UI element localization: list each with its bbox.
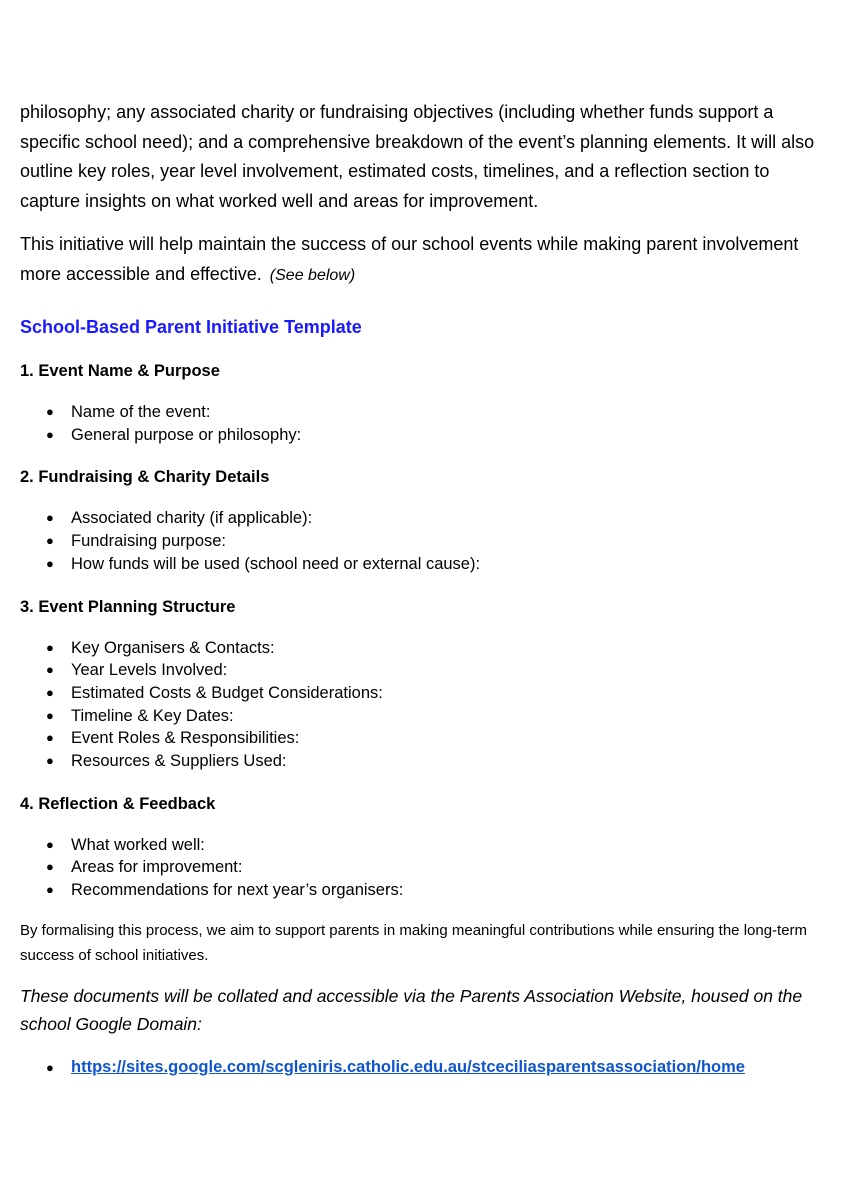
- section-heading-reflection-feedback: 4. Reflection & Feedback: [20, 794, 216, 813]
- document-page: [20, 98, 820, 1081]
- list-item: ● Recommendations for next year’s organisers:: [20, 879, 820, 902]
- list-item: ● Fundraising purpose:: [20, 530, 820, 553]
- section-list-fundraising-charity: [20, 507, 820, 575]
- collation-note: These documents will be collated and accessible via the Parents Association Website, housed on the school Google Domain:: [20, 985, 803, 1034]
- list-item: ● How funds will be used (school need or external cause):: [20, 553, 820, 576]
- section-heading-fundraising-charity: 2. Fundraising & Charity Details: [20, 468, 270, 487]
- section-list-event-name-purpose: [20, 401, 820, 446]
- see-below-note: (See below): [269, 266, 356, 284]
- list-item: ● Areas for improvement:: [20, 856, 820, 879]
- initiative-text: This initiative will help maintain the success of our school events while making parent involvement more accessible and effective.: [20, 234, 799, 284]
- section-heading-event-planning-structure: 3. Event Planning Structure: [20, 597, 236, 616]
- intro-paragraph: philosophy; any associated charity or fundraising objectives (including whether funds support a specific school need); and a comprehensive breakdown of the event’s planning elements. It will also outline key roles, year level involvement, estimated costs, timelines, and a reflection section to capture insights on what worked well and areas for improvement.: [20, 102, 815, 211]
- list-item: ● Event Roles & Responsibilities:: [20, 727, 820, 750]
- list-item: ● Resources & Suppliers Used:: [20, 750, 820, 773]
- initiative-paragraph: [20, 230, 820, 290]
- list-item: ● Key Organisers & Contacts:: [20, 637, 820, 660]
- list-item: ● General purpose or philosophy:: [20, 424, 820, 447]
- list-item: ● Year Levels Involved:: [20, 659, 820, 682]
- parents-association-website-link[interactable]: https://sites.google.com/scgleniris.catholic.edu.au/stceciliasparentsassociation/home: [71, 1057, 745, 1076]
- section-heading-event-name-purpose: 1. Event Name & Purpose: [20, 362, 220, 380]
- section-list-event-planning-structure: [20, 637, 820, 773]
- template-title: School-Based Parent Initiative Template: [20, 317, 362, 337]
- section-list-reflection-feedback: [20, 834, 820, 902]
- list-item: ● Estimated Costs & Budget Considerations:: [20, 682, 820, 705]
- list-item: ● Name of the event:: [20, 401, 820, 424]
- list-item: ● What worked well:: [20, 834, 820, 857]
- closing-paragraph: By formalising this process, we aim to support parents in making meaningful contributions while ensuring the long-term success of school initiatives.: [20, 921, 808, 964]
- list-item: ● Timeline & Key Dates:: [20, 705, 820, 728]
- list-item: [20, 1054, 820, 1081]
- list-item: ● Associated charity (if applicable):: [20, 507, 820, 530]
- link-list: [20, 1054, 820, 1081]
